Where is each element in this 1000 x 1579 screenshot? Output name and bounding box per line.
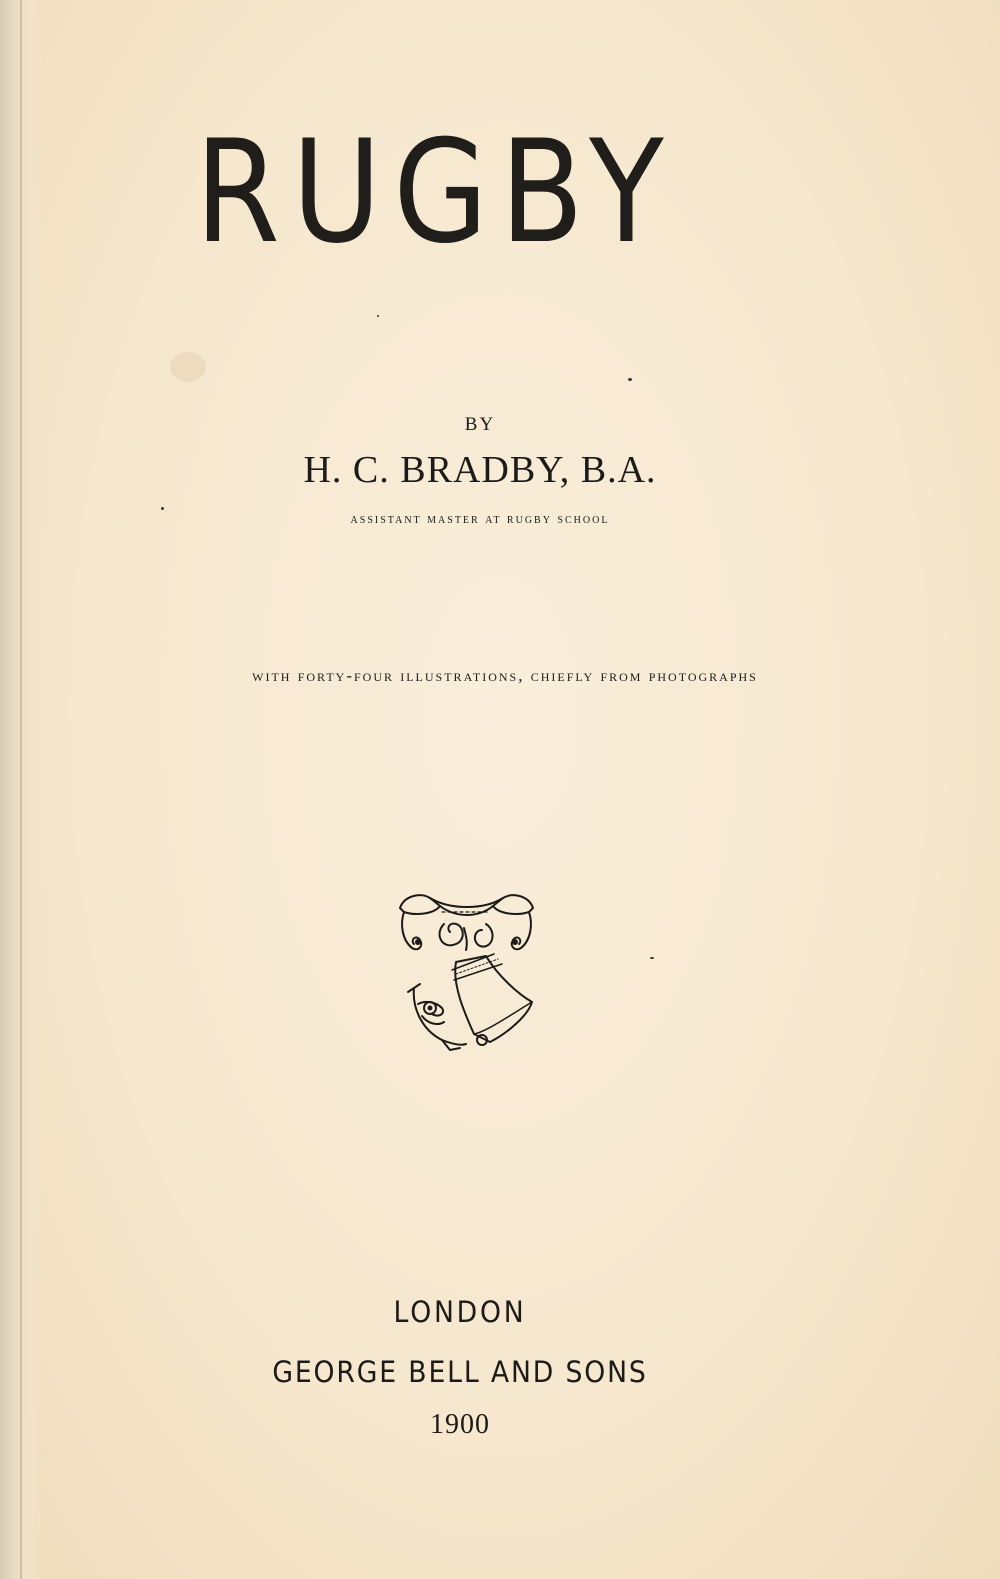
publisher-city: LONDON xyxy=(393,1295,527,1329)
publication-year: 1900 xyxy=(430,1409,490,1440)
paper-speck xyxy=(161,507,164,510)
paper-speck xyxy=(650,957,654,959)
author-role: assistant master at rugby school xyxy=(350,512,610,527)
by-label: BY xyxy=(464,414,496,435)
publisher-name: GEORGE BELL AND SONS xyxy=(272,1355,648,1389)
paper-stain xyxy=(170,352,206,382)
paper-speck xyxy=(628,378,632,381)
bell-anchor-device-icon xyxy=(394,884,539,1059)
spine-crease xyxy=(20,0,22,1579)
illustrations-note: with forty-four illustrations, chiefly from photographs xyxy=(252,666,758,685)
author-name: H. C. BRADBY, B.A. xyxy=(303,449,657,491)
book-title: RUGBY xyxy=(195,110,676,275)
paper-speck xyxy=(377,315,379,317)
